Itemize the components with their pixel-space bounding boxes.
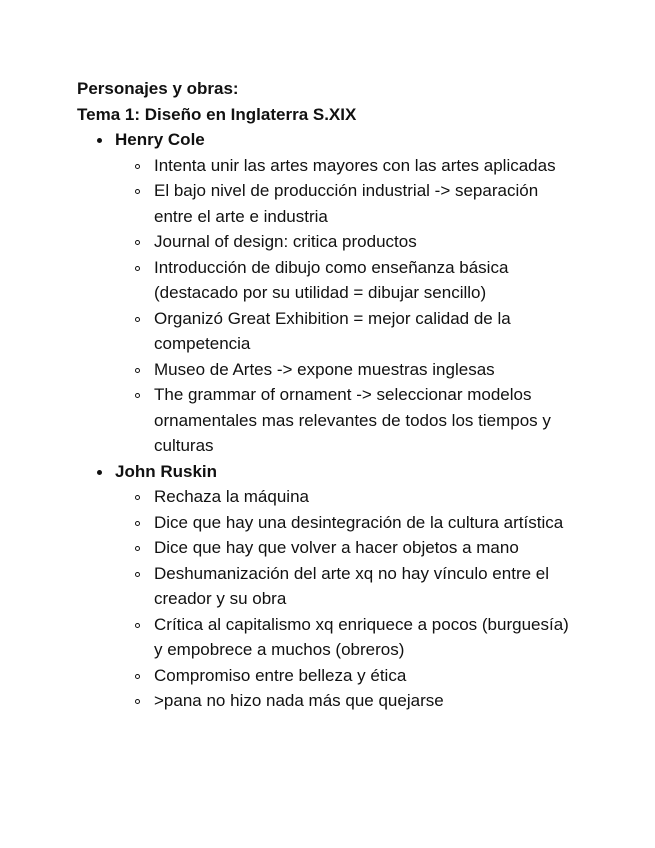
point-text: Museo de Artes -> expone muestras inglesas xyxy=(154,359,495,379)
point-text: Rechaza la máquina xyxy=(154,487,309,506)
point-text: Compromiso entre belleza y ética xyxy=(154,665,407,685)
list-item xyxy=(115,357,574,383)
circle-bullet-icon xyxy=(135,240,140,245)
point-text: The grammar of ornament -> seleccionar modelos ornamentales mas relevantes de todos los tiempos y culturas xyxy=(154,385,551,455)
list-item xyxy=(115,510,574,536)
circle-bullet-icon xyxy=(135,699,140,704)
circle-bullet-icon xyxy=(135,521,140,526)
circle-bullet-icon xyxy=(135,495,140,500)
document-body xyxy=(77,76,577,714)
circle-bullet-icon xyxy=(135,266,140,271)
point-text: Dice que hay que volver a hacer objetos a mano xyxy=(154,538,519,557)
document-title: Personajes y obras: xyxy=(77,79,239,98)
person-item-john-ruskin xyxy=(77,459,577,714)
point-text: Journal of design: critica productos xyxy=(154,232,417,251)
topic-heading: Tema 1: Diseño en Inglaterra S.XIX xyxy=(77,104,357,124)
list-item xyxy=(115,535,574,561)
point-text: Crítica al capitalismo xq enriquece a pocos (burguesía) y empobrece a muchos (obreros) xyxy=(154,614,569,659)
circle-bullet-icon xyxy=(135,572,140,577)
bullet-icon xyxy=(97,470,102,475)
point-text: El bajo nivel de producción industrial -> separación entre el arte e industria xyxy=(154,181,539,226)
list-item xyxy=(115,484,574,510)
point-text: Introducción de dibujo como enseñanza básica (destacado por su utilidad = dibujar sencillo) xyxy=(154,257,509,302)
list-item xyxy=(115,229,574,255)
bullet-icon xyxy=(97,138,102,143)
point-text: Dice que hay una desintegración de la cultura artística xyxy=(154,512,564,532)
circle-bullet-icon xyxy=(135,546,140,551)
point-text: Intenta unir las artes mayores con las artes aplicadas xyxy=(154,155,556,175)
points-list xyxy=(115,484,577,714)
point-text: Organizó Great Exhibition = mejor calidad de la competencia xyxy=(154,308,511,353)
list-item xyxy=(115,255,574,306)
person-name: John Ruskin xyxy=(115,461,218,481)
list-item xyxy=(115,688,574,714)
list-item xyxy=(115,561,574,612)
circle-bullet-icon xyxy=(135,164,140,169)
circle-bullet-icon xyxy=(135,317,140,322)
list-item xyxy=(115,612,574,663)
circle-bullet-icon xyxy=(135,623,140,628)
list-item xyxy=(115,153,574,179)
list-item xyxy=(115,178,574,229)
point-text: >pana no hizo nada más que quejarse xyxy=(154,691,444,710)
point-text: Deshumanización del arte xq no hay vínculo entre el creador y su obra xyxy=(154,563,550,608)
list-item xyxy=(115,382,574,459)
circle-bullet-icon xyxy=(135,189,140,194)
circle-bullet-icon xyxy=(135,674,140,679)
circle-bullet-icon xyxy=(135,368,140,373)
person-name: Henry Cole xyxy=(115,130,205,149)
people-list xyxy=(77,127,577,714)
list-item xyxy=(115,663,574,689)
list-item xyxy=(115,306,574,357)
person-item-henry-cole xyxy=(77,127,577,459)
circle-bullet-icon xyxy=(135,393,140,398)
points-list xyxy=(115,153,577,459)
